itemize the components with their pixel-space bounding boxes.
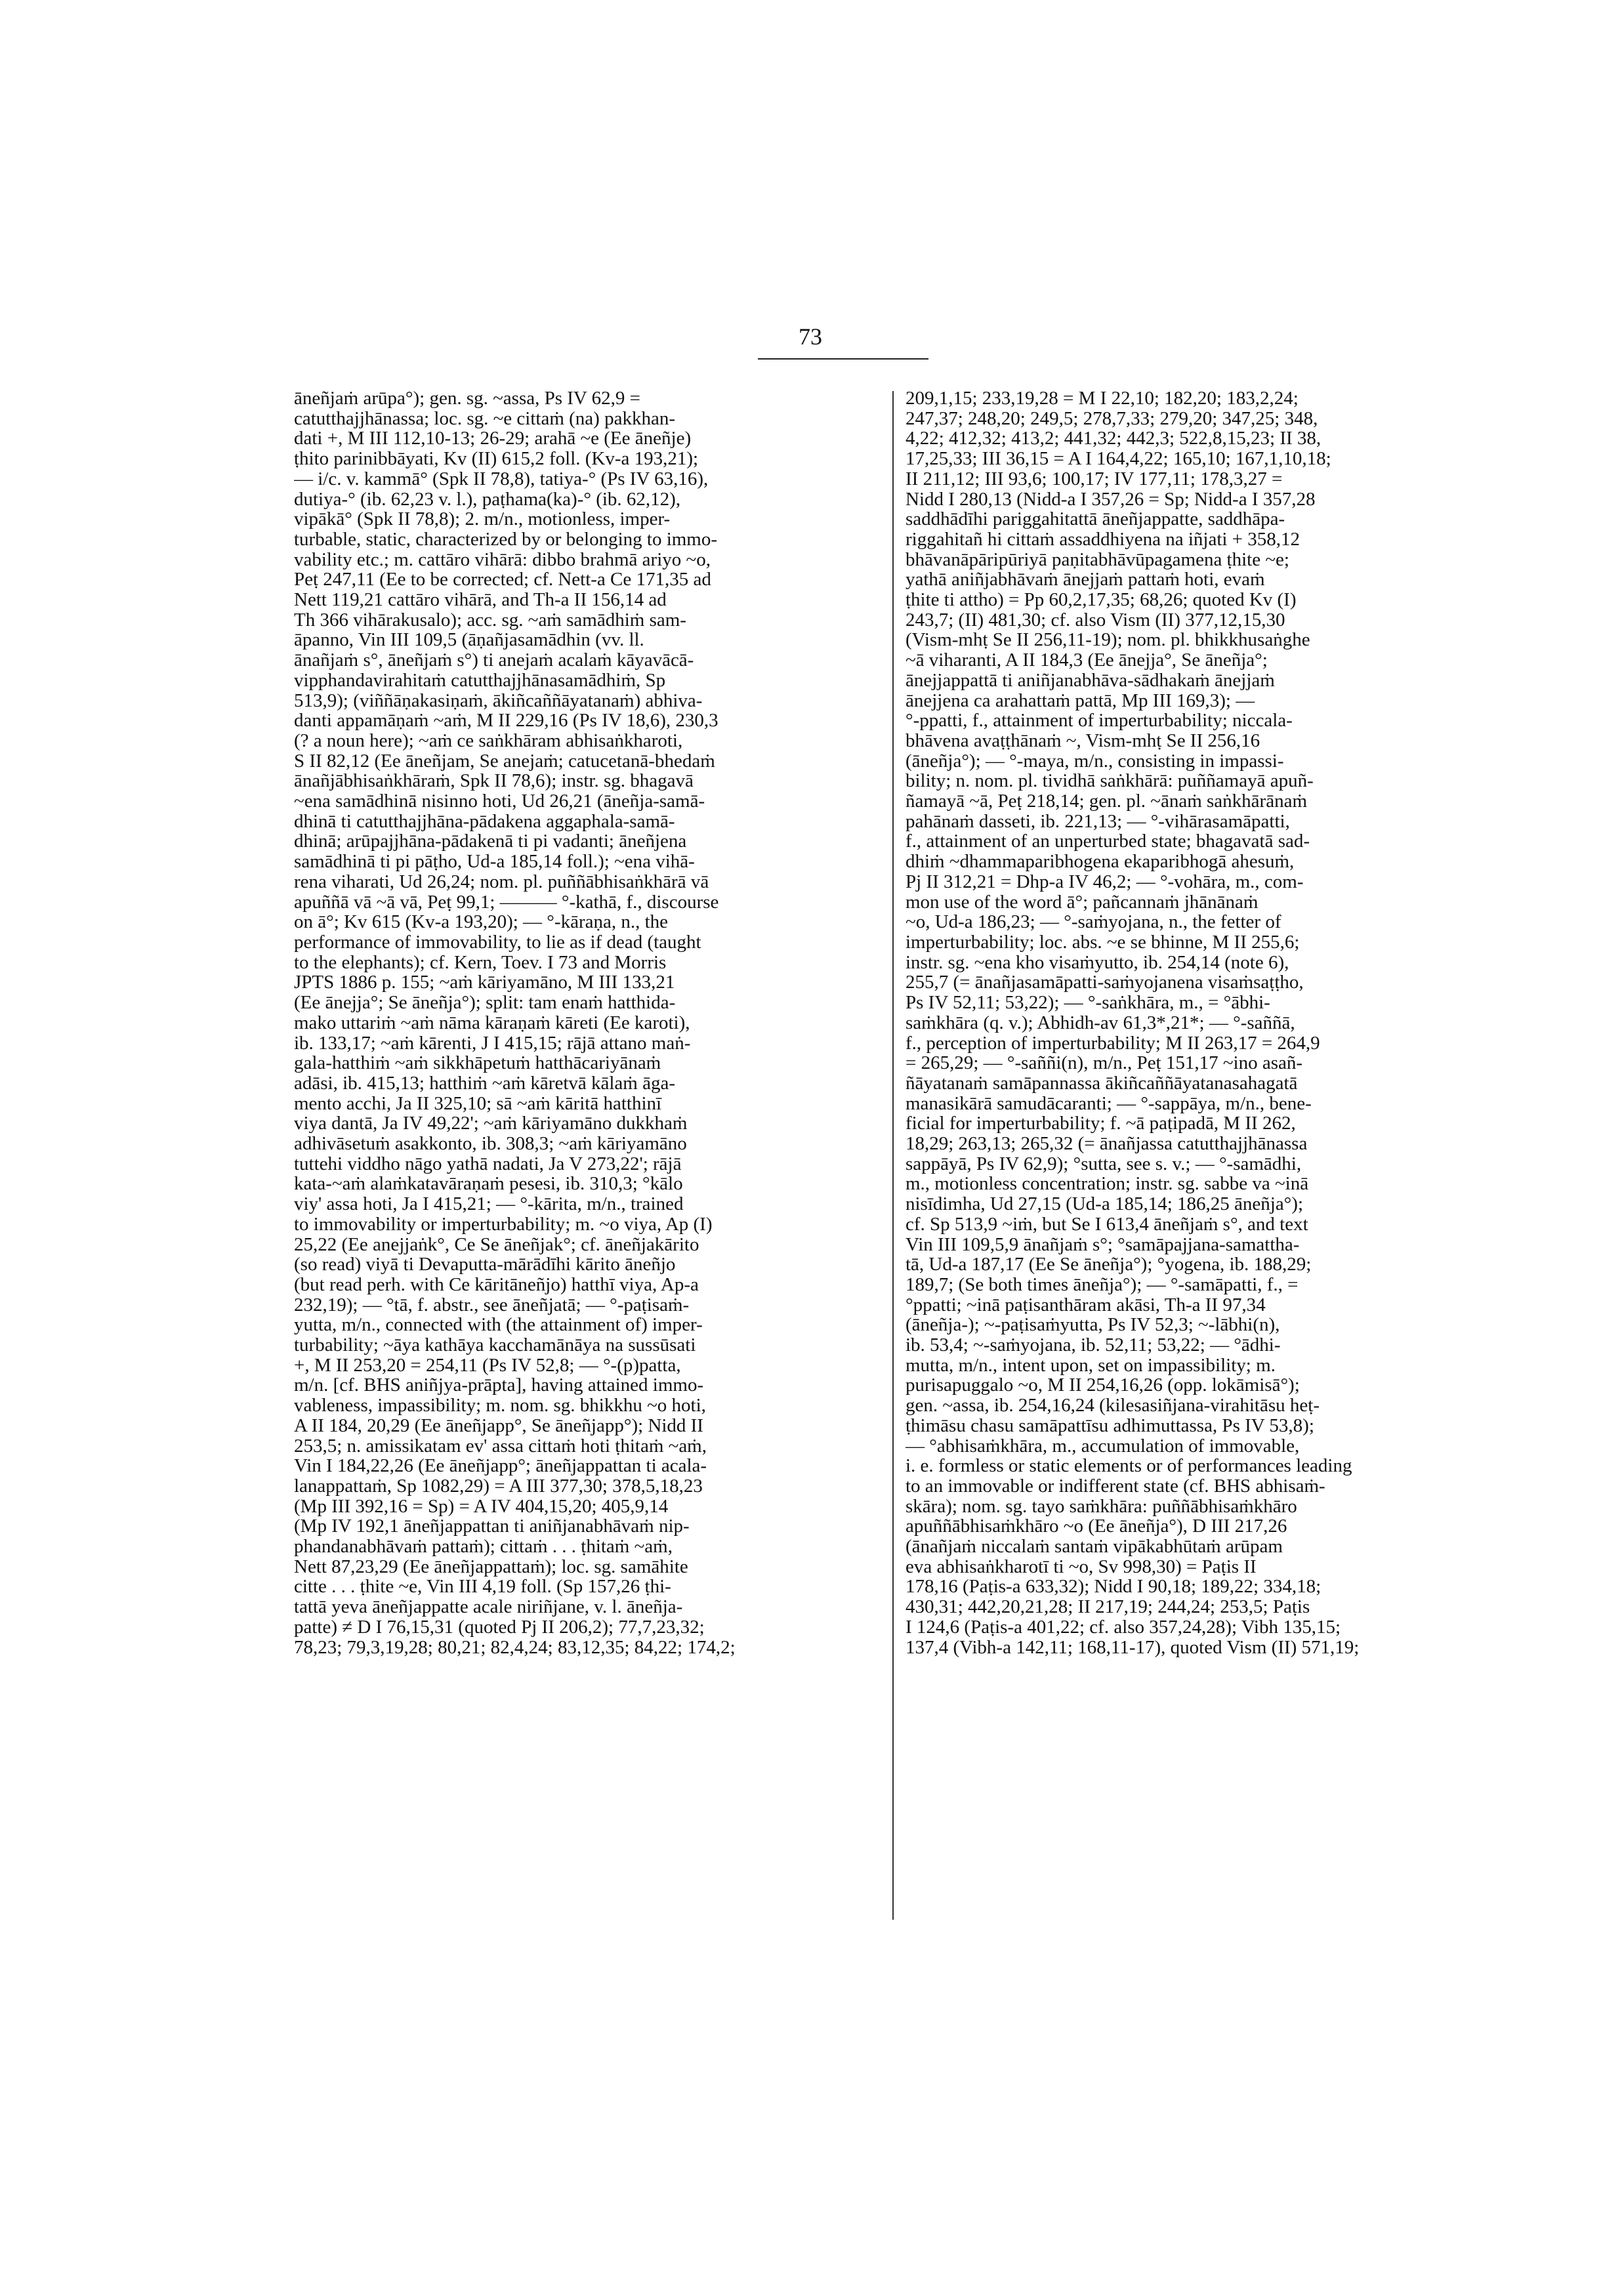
entry-text-line: (? a noun here); ~aṁ ce saṅkhāram abhisaṅkharoti, [294,730,683,751]
entry-text-line: (Mp III 392,16 = Sp) = A IV 404,15,20; 405,9,14 [294,1496,669,1517]
entry-text-line: dhiṁ ~dhammaparibhogena ekaparibhogā ahesuṁ, [906,852,1295,872]
entry-text-line: saṁkhāra (q. v.); Abhidh-av 61,3*,21*; — °-saññā, [906,1012,1295,1033]
entry-text-line: Vin I 184,22,26 (Ee āneñjapp°; āneñjappattan ti acala- [294,1456,707,1476]
entry-text-line: f., attainment of an unperturbed state; bhagavatā sad- [906,831,1310,852]
entry-text-line: vability etc.; m. cattāro vihārā: dibbo brahmā ariyo ~o, [294,549,711,570]
entry-text-line: (āneñja-); ~-paṭisaṁyutta, Ps IV 52,3; ~-lābhi(n), [906,1315,1280,1336]
entry-text-line: ~ena samādhinā nisinno hoti, Ud 26,21 (āneñja-samā- [294,791,705,812]
entry-text-line: on ā°; Kv 615 (Kv-a 193,20); — °-kāraṇa, n., the [294,912,669,932]
entry-text-line: mako uttariṁ ~aṁ nāma kāraṇaṁ kāreti (Ee karoti), [294,1012,690,1033]
entry-text-line: adāsi, ib. 415,13; hatthiṁ ~aṁ kāretvā kālaṁ āga- [294,1073,676,1094]
entry-text-line: ib. 133,17; ~aṁ kārenti, J I 415,15; rājā attano maṅ- [294,1033,691,1054]
entry-text-line: °-ppatti, f., attainment of imperturbability; niccala- [906,711,1293,731]
entry-text-line: 178,16 (Paṭis-a 633,32); Nidd I 90,18; 189,22; 334,18; [906,1577,1322,1598]
entry-text-line: — i/c. v. kammā° (Spk II 78,8), tatiya-° (Ps IV 63,16), [294,468,709,489]
entry-text-line: 137,4 (Vibh-a 142,11; 168,11-17), quoted Vism (II) 571,19; [906,1637,1360,1658]
entry-text-line: vableness, impassibility; m. nom. sg. bhikkhu ~o hoti, [294,1396,706,1416]
entry-text-line: skāra); nom. sg. tayo saṁkhāra: puññābhisaṁkhāro [906,1496,1297,1517]
entry-text-line: +, M II 253,20 = 254,11 (Ps IV 52,8; — °-(p)patta, [294,1355,681,1376]
entry-text-line: = 265,29; — °-saññi(n), m/n., Peṭ 151,17 ~ino asañ- [906,1053,1303,1073]
entry-text-line: Nidd I 280,13 (Nidd-a I 357,26 = Sp; Nidd-a I 357,28 [906,489,1316,510]
entry-text-line: I 124,6 (Paṭis-a 401,22; cf. also 357,24,28); Vibh 135,15; [906,1617,1341,1638]
entry-text-line: ṭhito parinibbāyati, Kv (II) 615,2 foll. (Kv-a 193,21); [294,449,699,469]
entry-text-line: ānañjābhisaṅkhāraṁ, Spk II 78,6); instr. sg. bhagavā [294,771,694,792]
entry-text-line: 25,22 (Ee anejjaṅk°, Ce Se āneñjak°; cf. āneñjakārito [294,1234,699,1255]
entry-text-line: tuttehi viddho nāgo yathā nadati, Ja V 273,22'; rājā [294,1153,682,1174]
entry-text-line: ānejjena ca arahattaṁ pattā, Mp III 169,3); — [906,690,1255,711]
entry-text-line: pahānaṁ dasseti, ib. 221,13; — °-vihārasamāpatti, [906,811,1290,832]
entry-text-line: turbable, static, characterized by or belonging to immo- [294,529,718,550]
entry-text-line: dati +, M III 112,10-13; 26-29; arahā ~e (Ee āneñje) [294,428,692,449]
entry-text-line: (Mp IV 192,1 āneñjappattan ti aniñjanabhāvaṁ nip- [294,1516,690,1537]
entry-text-line: dhinā ti catutthajjhāna-pādakena aggaphala-samā- [294,811,675,832]
entry-text-line: adhivāsetuṁ asakkonto, ib. 308,3; ~aṁ kāriyamāno [294,1134,687,1154]
entry-text-line: phandanabhāvaṁ pattaṁ); cittaṁ . . . ṭhitaṁ ~aṁ, [294,1537,673,1557]
entry-text-line: 513,9); (viññāṇakasiṇaṁ, ākiñcaññāyatanaṁ) abhiva- [294,690,703,711]
entry-text-line: JPTS 1886 p. 155; ~aṁ kāriyamāno, M III 133,21 [294,972,675,993]
entry-text-line: to immovability or imperturbability; m. ~o viya, Ap (I) [294,1214,713,1235]
entry-text-line: 209,1,15; 233,19,28 = M I 22,10; 182,20; 183,2,24; [906,388,1299,409]
entry-text-line: vipākā° (Spk II 78,8); 2. m/n., motionless, imper- [294,509,671,529]
entry-text-line: 17,25,33; III 36,15 = A I 164,4,22; 165,10; 167,1,10,18; [906,449,1331,469]
entry-text-line: nisīdimha, Ud 27,15 (Ud-a 185,14; 186,25 āneñja°); [906,1194,1303,1214]
right-column [906,388,1499,1657]
entry-text-line: patte) ≠ D I 76,15,31 (quoted Pj II 206,2); 77,7,23,32; [294,1617,705,1638]
entry-text-line: instr. sg. ~ena kho visaṁyutto, ib. 254,14 (note 6), [906,952,1289,973]
entry-text-line: vipphandavirahitaṁ catutthajjhānasamādhiṁ, Sp [294,670,666,691]
entry-text-line: sappāyā, Ps IV 62,9); °sutta, see s. v.; — °-samādhi, [906,1153,1302,1174]
entry-text-line: mutta, m/n., intent upon, set on impassibility; m. [906,1355,1276,1376]
left-column [294,388,888,1657]
entry-text-line: m., motionless concentration; instr. sg. sabbe va ~inā [906,1174,1309,1195]
entry-text-line: Nett 119,21 cattāro vihārā, and Th-a II 156,14 ad [294,590,667,610]
entry-text-line: ānañjaṁ s°, āneñjaṁ s°) ti anejaṁ acalaṁ kāyavācā- [294,650,694,671]
entry-text-line: II 211,12; III 93,6; 100,17; IV 177,11; 178,3,27 = [906,468,1283,489]
page-number: 73 [799,323,822,350]
entry-text-line: (āneñja°); — °-maya, m/n., consisting in impassi- [906,751,1284,772]
entry-text-line: Pj II 312,21 = Dhp-a IV 46,2; — °-vohāra, m., com- [906,871,1304,892]
entry-text-line: turbability; ~āya kathāya kacchamānāya na sussūsati [294,1335,696,1355]
entry-text-line: performance of immovability, to lie as if dead (taught [294,932,701,953]
column-divider [892,391,894,1920]
entry-text-line: lanappattaṁ, Sp 1082,29) = A III 377,30; 378,5,18,23 [294,1476,703,1497]
entry-text-line: ṭhimāsu chasu samāpattīsu adhimuttassa, Ps IV 53,8); [906,1415,1314,1436]
entry-text-line: manasikārā samudācaranti; — °-sappāya, m/n., bene- [906,1093,1312,1114]
entry-text-line: 430,31; 442,20,21,28; II 217,19; 244,24; 253,5; Paṭis [906,1597,1310,1617]
entry-text-line: A II 184, 20,29 (Ee āneñjapp°, Se āneñjapp°); Nidd II [294,1415,703,1436]
entry-text-line: °ppatti; ~inā paṭisanthāram akāsi, Th-a II 97,34 [906,1294,1266,1315]
entry-text-line: āneñjaṁ arūpa°); gen. sg. ~assa, Ps IV 62,9 = [294,388,640,409]
entry-text-line: f., perception of imperturbability; M II 263,17 = 264,9 [906,1033,1320,1054]
entry-text-line: i. e. formless or static elements or of performances leading [906,1456,1352,1476]
entry-text-line: mon use of the word ā°; pañcannaṁ jhānānaṁ [906,892,1259,913]
entry-text-line: yutta, m/n., connected with (the attainment of) imper- [294,1315,703,1336]
entry-text-line: bility; n. nom. pl. tividhā saṅkhārā: puññamayā apuñ- [906,771,1314,792]
entry-text-line: eva abhisaṅkharotī ti ~o, Sv 998,30) = Paṭis II [906,1556,1257,1577]
entry-text-line: gala-hatthiṁ ~aṁ sikkhāpetuṁ hatthācariyānaṁ [294,1053,661,1073]
entry-text-line: mento acchi, Ja II 325,10; sā ~aṁ kāritā hatthinī [294,1093,662,1114]
entry-text-line: m/n. [cf. BHS aniñjya-prāpta], having attained immo- [294,1375,704,1396]
entry-text-line: imperturbability; loc. abs. ~e se bhinne, M II 255,6; [906,932,1300,953]
entry-text-line: dutiya-° (ib. 62,23 v. l.), paṭhama(ka)-° (ib. 62,12), [294,489,681,510]
entry-text-line: viy' assa hoti, Ja I 415,21; — °-kārita, m/n., trained [294,1194,684,1214]
entry-text-line: ñāyatanaṁ samāpannassa ākiñcaññāyatanasahagatā [906,1073,1298,1094]
entry-text-line: yathā aniñjabhāvaṁ ānejjaṁ pattaṁ hoti, evaṁ [906,569,1265,590]
entry-text-line: ficial for imperturbability; f. ~ā paṭipadā, M II 262, [906,1113,1296,1134]
entry-text-line: viya dantā, Ja IV 49,22'; ~aṁ kāriyamāno dukkhaṁ [294,1113,688,1134]
entry-text-line: Nett 87,23,29 (Ee āneñjappattaṁ); loc. sg. samāhite [294,1556,688,1577]
entry-text-line: ~ā viharanti, A II 184,3 (Ee ānejja°, Se āneñja°; [906,650,1268,671]
entry-text-line: to an immovable or indifferent state (cf. BHS abhisaṁ- [906,1476,1325,1497]
entry-text-line: 253,5; n. amissikatam ev' assa cittaṁ hoti ṭhitaṁ ~aṁ, [294,1436,707,1457]
entry-text-line: Ps IV 52,11; 53,22); — °-saṅkhāra, m., = °ābhi- [906,993,1270,1013]
entry-text-line: dhinā; arūpajjhāna-pādakenā ti pi vadanti; āneñjena [294,831,687,852]
entry-text-line: tattā yeva āneñjappatte acale niriñjane, v. l. āneñja- [294,1597,683,1617]
entry-text-line: saddhādīhi pariggahitattā āneñjappatte, saddhāpa- [906,509,1285,529]
entry-text-line: riggahitañ hi cittaṁ assaddhiyena na iñjati + 358,12 [906,529,1301,550]
entry-text-line: Vin III 109,5,9 ānañjaṁ s°; °samāpajjana-samattha- [906,1234,1300,1255]
entry-text-line: (but read perh. with Ce kāritāneñjo) hatthī viya, Ap-a [294,1274,699,1295]
entry-text-line: — °abhisaṁkhāra, m., accumulation of immovable, [906,1436,1300,1457]
entry-text-line: bhāvena avaṭṭhānaṁ ~, Vism-mhṭ Se II 256,16 [906,730,1260,751]
entry-text-line: ṭhite ti attho) = Pp 60,2,17,35; 68,26; quoted Kv (I) [906,590,1297,610]
entry-text-line: 78,23; 79,3,19,28; 80,21; 82,4,24; 83,12,35; 84,22; 174,2; [294,1637,736,1658]
entry-text-line: (Ee ānejja°; Se āneñja°); split: tam enaṁ hatthida- [294,993,676,1013]
entry-text-line: cf. Sp 513,9 ~iṁ, but Se I 613,4 āneñjaṁ s°, and text [906,1214,1308,1235]
entry-text-line: ~o, Ud-a 186,23; — °-saṁyojana, n., the fetter of [906,912,1281,932]
entry-text-line: danti appamāṇaṁ ~aṁ, M II 229,16 (Ps IV 18,6), 230,3 [294,711,718,731]
entry-text-line: ñamayā ~ā, Peṭ 218,14; gen. pl. ~ānaṁ saṅkhārānaṁ [906,791,1308,812]
header-rule [758,358,928,360]
entry-text-line: gen. ~assa, ib. 254,16,24 (kilesasiñjana-virahitāsu heṭ- [906,1396,1320,1416]
entry-text-line: āpanno, Vin III 109,5 (āṇañjasamādhin (vv. ll. [294,630,644,651]
entry-text-line: 243,7; (II) 481,30; cf. also Vism (II) 377,12,15,30 [906,610,1285,631]
entry-text-line: 18,29; 263,13; 265,32 (= ānañjassa catutthajjhānassa [906,1134,1308,1154]
entry-text-line: tā, Ud-a 187,17 (Ee Se āneñja°); °yogena, ib. 188,29; [906,1254,1312,1275]
entry-text-line: Peṭ 247,11 (Ee to be corrected; cf. Nett-a Ce 171,35 ad [294,569,711,590]
entry-text-line: 232,19); — °tā, f. abstr., see āneñjatā; — °-paṭisaṁ- [294,1294,690,1315]
entry-text-line: bhāvanāpāripūriyā paṇitabhāvūpagamena ṭhite ~e; [906,549,1289,570]
entry-text-line: ānejjappattā ti aniñjanabhāva-sādhakaṁ ānejjaṁ [906,670,1275,691]
entry-text-line: catutthajjhānassa; loc. sg. ~e cittaṁ (na) pakkhan- [294,408,675,429]
entry-text-line: kata-~aṁ alaṁkatavāraṇaṁ pesesi, ib. 310,3; °kālo [294,1174,683,1195]
entry-text-line: 4,22; 412,32; 413,2; 441,32; 442,3; 522,8,15,23; II 38, [906,428,1322,449]
entry-text-line: (Vism-mhṭ Se II 256,11-19); nom. pl. bhikkhusaṅghe [906,630,1310,651]
entry-text-line: citte . . . ṭhite ~e, Vin III 4,19 foll. (Sp 157,26 ṭhi- [294,1577,671,1598]
entry-text-line: Th 366 vihārakusalo); acc. sg. ~aṁ samādhiṁ sam- [294,610,686,631]
entry-text-line: ib. 53,4; ~-saṁyojana, ib. 52,11; 53,22; — °ādhi- [906,1335,1281,1355]
entry-text-line: 255,7 (= ānañjasamāpatti-saṁyojanena visaṁsaṭṭho, [906,972,1304,993]
entry-text-line: to the elephants); cf. Kern, Toev. I 73 and Morris [294,952,667,973]
entry-text-line: 247,37; 248,20; 249,5; 278,7,33; 279,20; 347,25; 348, [906,408,1318,429]
entry-text-line: (ānañjaṁ niccalaṁ santaṁ vipākabhūtaṁ arūpam [906,1537,1283,1557]
entry-text-line: apuññā vā ~ā vā, Peṭ 99,1; ——— °-kathā, f., discourse [294,892,719,913]
entry-text-line: rena viharati, Ud 26,24; nom. pl. puññābhisaṅkhārā vā [294,871,709,892]
entry-text-line: (so read) viyā ti Devaputta-mārādīhi kārito āneñjo [294,1254,676,1275]
entry-text-line: S II 82,12 (Ee āneñjam, Se anejaṁ; catucetanā-bhedaṁ [294,751,715,772]
entry-text-line: purisapuggalo ~o, M II 254,16,26 (opp. lokāmisā°); [906,1375,1300,1396]
entry-text-line: apuññābhisaṁkhāro ~o (Ee āneñja°), D III 217,26 [906,1516,1287,1537]
entry-text-line: 189,7; (Se both times āneñja°); — °-samāpatti, f., = [906,1274,1299,1295]
entry-text-line: samādhinā ti pi pāṭho, Ud-a 185,14 foll.); ~ena vihā- [294,852,695,872]
